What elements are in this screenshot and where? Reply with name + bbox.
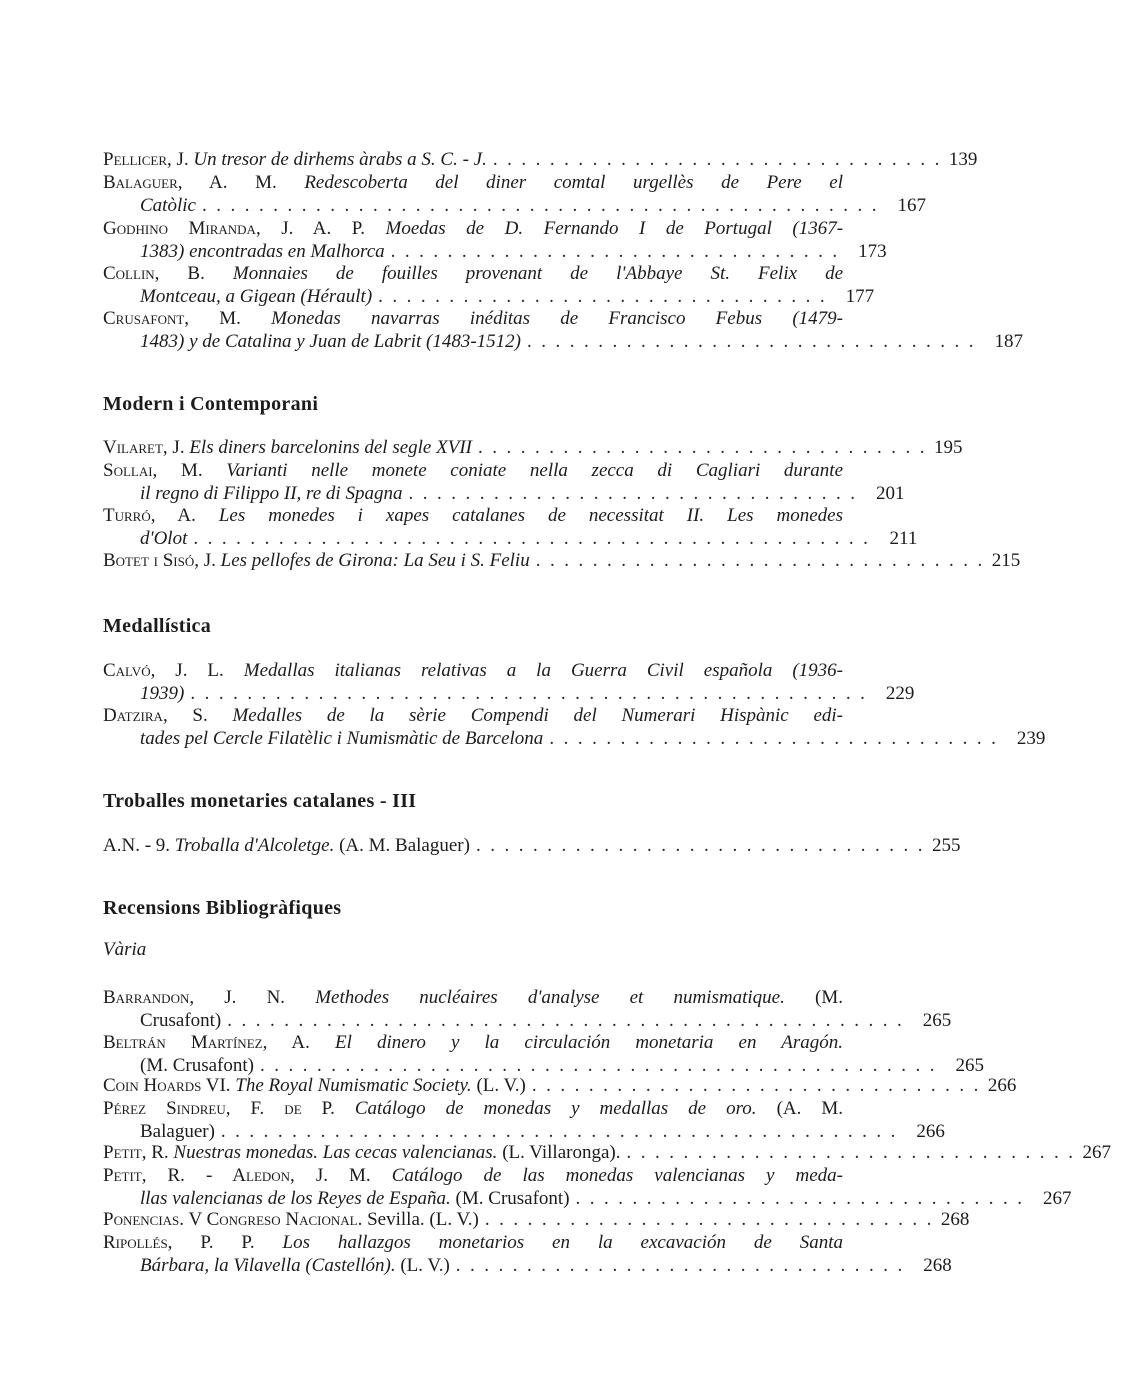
entry-page: 201 [875, 483, 905, 504]
entry-title-cont: d'Olot [140, 528, 188, 549]
entry-author: Petit, R. - Aledon, J. M. [103, 1165, 371, 1186]
section-heading: Recensions Bibliogràfiques [103, 897, 342, 919]
entry-title: Un tresor de dirhems àrabs a S. C. - J. [193, 149, 487, 170]
entry-title: Catálogo de monedas y medallas de oro. [354, 1098, 757, 1119]
section-heading: Modern i Contemporani [103, 393, 319, 415]
toc-entry [103, 1208, 970, 1231]
leader-dots: ................................ [455, 1255, 912, 1276]
entry-author: Botet i Sisó, J. [103, 550, 216, 571]
entry-page: 268 [940, 1209, 970, 1230]
toc-entry [103, 1097, 945, 1143]
entry-page: 268 [923, 1255, 952, 1276]
leader-dots: ................................ [535, 550, 992, 571]
leader-dots: ................................ [531, 1075, 988, 1096]
toc-entry [103, 1231, 952, 1277]
entry-page: 167 [897, 195, 926, 216]
leader-dots: ................................ [475, 835, 932, 856]
entry-title: Les monedes i xapes catalanes de necessitat II. Les monedes [218, 505, 843, 526]
entry-author: Sollai, M. [103, 460, 203, 481]
entry-reviewer: (L. Villaronga). [502, 1142, 621, 1163]
toc-entry [103, 549, 1021, 572]
entry-title: Nuestras monedas. Las cecas valencianas. [173, 1142, 498, 1163]
leader-dots: ................................................ [201, 195, 886, 216]
entry-author: Collin, B. [103, 263, 205, 284]
leader-dots: ................................ [626, 1142, 1083, 1163]
entry-reviewer: (L. V.) [400, 1255, 450, 1276]
leader-dots: ................................ [575, 1188, 1032, 1209]
entry-page: 265 [955, 1055, 984, 1076]
toc-entry [103, 459, 905, 505]
entry-reviewer: (L. V.) [476, 1075, 526, 1096]
section-heading: Medallística [103, 615, 212, 637]
toc-entry [103, 171, 926, 217]
toc-entry [103, 1074, 1017, 1097]
entry-title-cont: Catòlic [140, 195, 196, 216]
leader-dots: ................................ [484, 1209, 941, 1230]
entry-title-cont: llas valencianas de los Reyes de España. [140, 1188, 451, 1209]
entry-author: Coin Hoards VI. [103, 1075, 231, 1096]
entry-author: Calvó, J. L. [103, 660, 224, 681]
entry-author: Ponencias. V Congreso Nacional. [103, 1209, 363, 1230]
entry-title: Troballa d'Alcoletge. [174, 835, 335, 856]
entry-page: 255 [931, 835, 961, 856]
leader-dots: ................................................ [193, 528, 878, 549]
entry-page: 266 [916, 1121, 945, 1142]
toc-entry [103, 217, 887, 263]
toc-entry [103, 986, 952, 1032]
entry-page: 229 [885, 683, 915, 704]
toc-entry [103, 307, 1024, 353]
entry-page: 239 [1016, 728, 1046, 749]
entry-author: Beltrán Martínez, A. [103, 1032, 310, 1053]
entry-author: Barrandon, J. N. [103, 987, 286, 1008]
entry-page: 267 [1082, 1142, 1111, 1163]
entry-page: 266 [987, 1075, 1017, 1096]
section-subheading: Vària [103, 939, 147, 960]
entry-author: Ripollés, P. P. [103, 1232, 255, 1253]
leader-dots: ................................................ [227, 1010, 912, 1031]
entry-title: Redescoberta del diner comtal urgellès de Pere el [304, 172, 844, 193]
entry-page: 187 [994, 331, 1024, 352]
entry-author: Vilaret, J. [103, 437, 185, 458]
entry-title-cont: 1483) y de Catalina y Juan de Labrit (1483-1512) [140, 331, 522, 352]
entry-title: Methodes nucléaires d'analyse et numismatique. [315, 987, 785, 1008]
entry-title-cont: il regno di Filippo II, re di Spagna [140, 483, 403, 504]
entry-author: Datzira, S. [103, 705, 208, 726]
leader-dots: ................................ [378, 286, 835, 307]
toc-entry [103, 262, 875, 308]
entry-page: 211 [889, 528, 918, 549]
leader-dots: ................................ [492, 149, 949, 170]
leader-dots: ................................ [390, 241, 847, 262]
entry-reviewer-cont: Balaguer) [140, 1121, 215, 1142]
entry-page: 265 [922, 1010, 952, 1031]
entry-reviewer: (A. M. [776, 1098, 844, 1119]
entry-author: Petit, R. [103, 1142, 169, 1163]
entry-page: 215 [991, 550, 1021, 571]
entry-author: Godhino Miranda, J. A. P. [103, 218, 365, 239]
entry-title-cont: Bárbara, la Vilavella (Castellón). [140, 1255, 396, 1276]
entry-title: Medallas italianas relativas a la Guerra Civil española (1936- [243, 660, 844, 681]
entry-page: 139 [948, 149, 978, 170]
entry-page: 267 [1043, 1188, 1072, 1209]
leader-dots: ................................ [408, 483, 865, 504]
entry-reviewer: (M. Crusafont) [455, 1188, 570, 1209]
entry-title-cont: tades pel Cercle Filatèlic i Numismàtic de Barcelona [140, 728, 544, 749]
entry-title-cont: 1939) [140, 683, 185, 704]
entry-title: Monedas navarras inéditas de Francisco Febus (1479- [271, 308, 843, 329]
toc-entry [103, 1141, 1111, 1164]
entry-title-cont: Montceau, a Gigean (Hérault) [140, 286, 373, 307]
entry-title: Varianti nelle monete coniate nella zecca di Cagliari durante [226, 460, 844, 481]
leader-dots: ................................ [477, 437, 934, 458]
entry-author: Pellicer, J. [103, 149, 189, 170]
entry-prefix: A.N. - 9. [103, 835, 171, 856]
entry-title: Moedas de D. Fernando I de Portugal (1367- [385, 218, 844, 239]
section-heading: Troballes monetaries catalanes - III [103, 790, 417, 812]
entry-title: Els diners barcelonins del segle XVII [189, 437, 472, 458]
entry-reviewer-cont: Crusafont) [140, 1010, 222, 1031]
entry-page: 173 [858, 241, 887, 262]
leader-dots: ................................................ [259, 1055, 944, 1076]
entry-author: Turró, A. [103, 505, 196, 526]
toc-entry [103, 436, 963, 459]
leader-dots: ................................ [527, 331, 984, 352]
entry-page: 177 [845, 286, 875, 307]
entry-reviewer: (A. M. Balaguer) [339, 835, 470, 856]
leader-dots: ................................................ [190, 683, 875, 704]
entry-title-cont: 1383) encontradas en Malhorca [140, 241, 385, 262]
entry-title: Catálogo de las monedas valencianas y meda- [391, 1165, 843, 1186]
entry-title: Sevilla. [367, 1209, 425, 1230]
entry-author: Balaguer, A. M. [103, 172, 277, 193]
toc-entry [103, 148, 978, 171]
entry-title: Les pellofes de Girona: La Seu i S. Feliu [220, 550, 530, 571]
leader-dots: ................................ [549, 728, 1006, 749]
entry-page: 195 [933, 437, 963, 458]
entry-author: Crusafont, M. [103, 308, 241, 329]
toc-entry [103, 704, 1046, 750]
toc-entry [103, 1164, 1072, 1210]
entry-title: Monnaies de fouilles provenant de l'Abbaye St. Felix de [232, 263, 844, 284]
entry-title: Los hallazgos monetarios en la excavación de Santa [282, 1232, 843, 1253]
entry-author: Pérez Sindreu, F. de P. [103, 1098, 335, 1119]
entry-reviewer-cont: (M. Crusafont) [140, 1055, 254, 1076]
toc-entry [103, 504, 918, 550]
entry-title: The Royal Numismatic Society. [235, 1075, 472, 1096]
leader-dots: ................................................ [220, 1121, 905, 1142]
entry-reviewer: (L. V.) [429, 1209, 479, 1230]
entry-reviewer: (M. [815, 987, 844, 1008]
toc-entry [103, 659, 915, 705]
toc-entry [103, 834, 961, 857]
toc-entry [103, 1031, 984, 1077]
entry-title: El dinero y la circulación monetaria en Aragón. [334, 1032, 843, 1053]
entry-title: Medalles de la sèrie Compendi del Numerari Hispànic edi- [232, 705, 843, 726]
